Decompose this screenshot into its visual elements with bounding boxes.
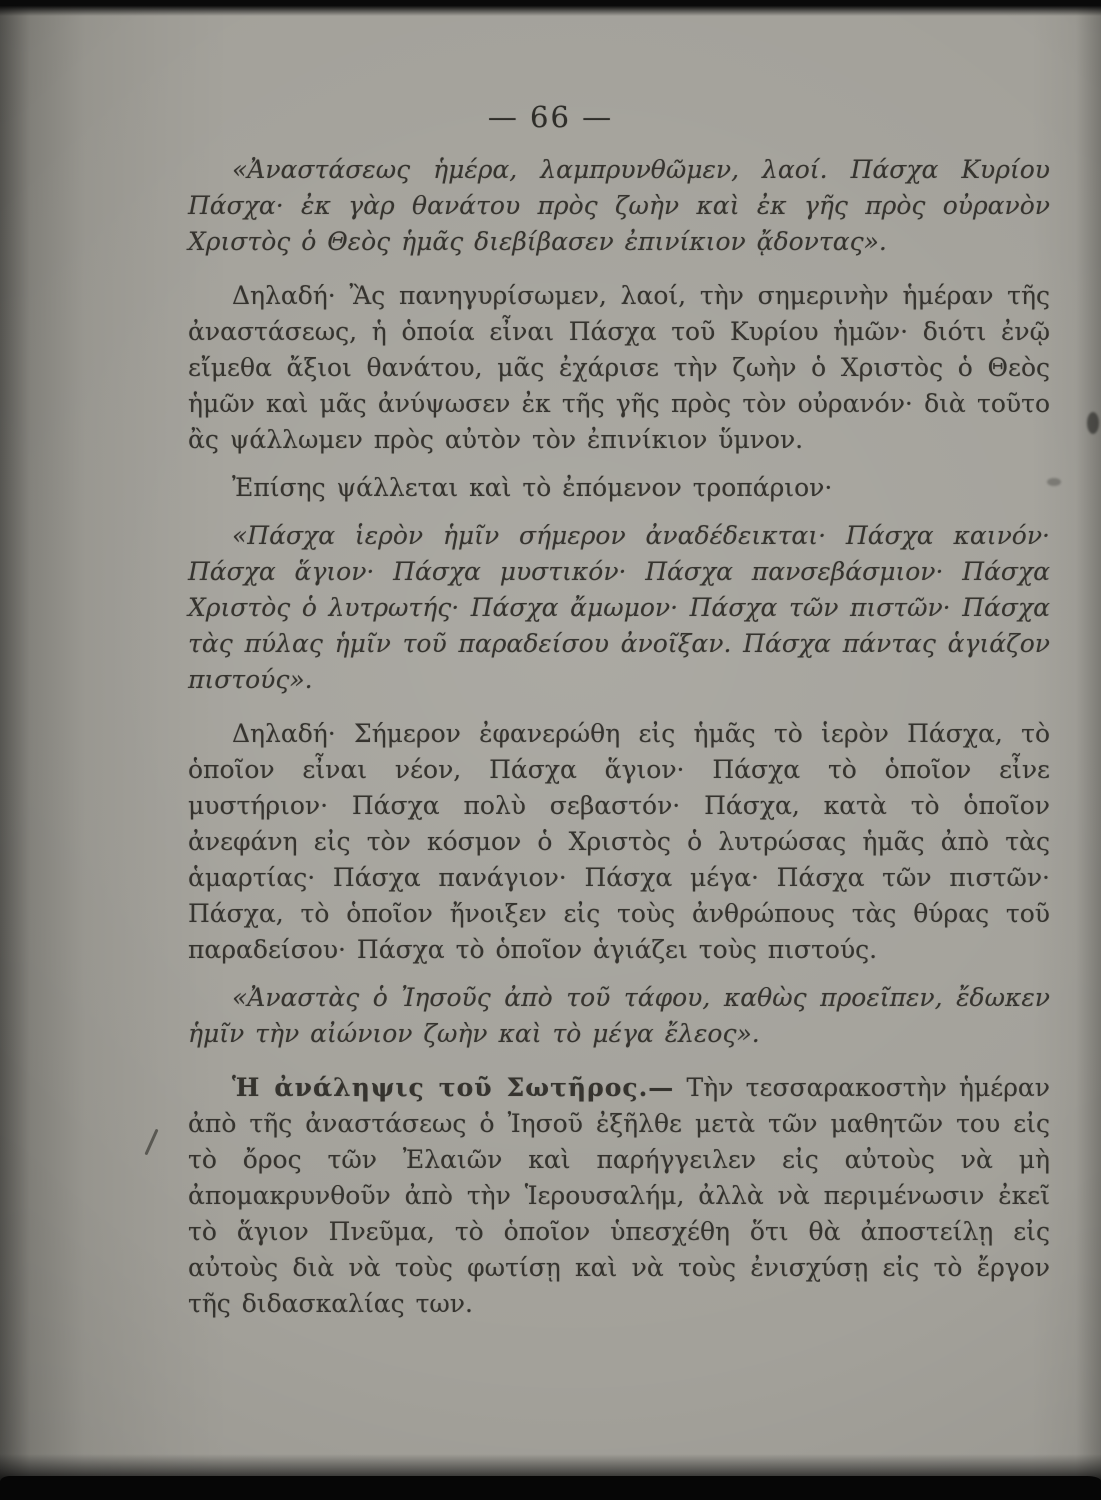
scan-smudge-right xyxy=(1087,412,1099,434)
paragraph-explanation-2: Δηλαδή· Σήμερον ἐφανερώθη εἰς ἡμᾶς τὸ ἱερὸν Πάσχα, τὸ ὁποῖον εἶναι νέον, Πάσχα ἅγιον· Πάσχα τὸ ὁποῖον εἶνε μυστήριον· Πάσχα πολὺ σεβαστόν· Πάσχα, κατὰ τὸ ὁποῖον ἀνεφάνη εἰς τὸν κόσμον ὁ Χριστὸς ὁ λυτρώσας ἡμᾶς ἀπὸ τὰς ἁμαρτίας· Πάσχα πανάγιον· Πάσχα μέγα· Πάσχα τῶν πιστῶν· Πάσχα, τὸ ὁποῖον ἤνοιξεν εἰς τοὺς ἀνθρώπους τὰς θύρας τοῦ παραδείσου· Πάσχα τὸ ὁποῖον ἁγιάζει τοὺς πιστούς. xyxy=(188,719,1050,964)
section-heading-analipsis: Ἡ ἀνάληψις τοῦ Σωτῆρος.— xyxy=(232,1073,675,1102)
page-text-block xyxy=(188,150,1050,1334)
scan-edge-bottom xyxy=(0,1476,1101,1500)
pen-mark-artifact xyxy=(144,1129,158,1156)
paragraph-hymn-anastaseos: «Ἀναστάσεως ἡμέρα, λαμπρυνθῶμεν, λαοί. Πάσχα Κυρίου Πάσχα· ἐκ γὰρ θανάτου πρὸς ζωὴν καὶ ἐκ γῆς πρὸς οὐρανὸν Χριστὸς ὁ Θεὸς ἡμᾶς διεβίβασεν ἐπινίκιον ᾄδοντας». xyxy=(188,155,1050,256)
paragraph-intro-troparion: Ἐπίσης ψάλλεται καὶ τὸ ἐπόμενον τροπάριον· xyxy=(232,473,833,502)
page-number: — 66 — xyxy=(487,100,614,134)
scan-smudge-margin xyxy=(1047,478,1061,486)
paragraph-analipsis xyxy=(188,1070,1050,1322)
scan-shadow-top xyxy=(0,0,1101,16)
paragraph-hymn-anastas: «Ἀναστὰς ὁ Ἰησοῦς ἀπὸ τοῦ τάφου, καθὼς προεῖπεν, ἔδωκεν ἡμῖν τὴν αἰώνιον ζωὴν καὶ τὸ μέγα ἔλεος». xyxy=(188,983,1050,1048)
paragraph-troparion-pascha: «Πάσχα ἱερὸν ἡμῖν σήμερον ἀναδέδεικται· Πάσχα καινόν· Πάσχα ἅγιον· Πάσχα μυστικόν· Πάσχα πανσεβάσμιον· Πάσχα Χριστὸς ὁ λυτρωτής· Πάσχα ἄμωμον· Πάσχα τῶν πιστῶν· Πάσχα τὰς πύλας ἡμῖν τοῦ παραδείσου ἀνοῖξαν. Πάσχα πάντας ἁγιάζον πιστούς». xyxy=(188,521,1050,694)
paragraph-analipsis-text: Τὴν τεσσαρακοστὴν ἡμέραν ἀπὸ τῆς ἀναστάσεως ὁ Ἰησοῦ ἐξῆλθε μετὰ τῶν μαθητῶν του εἰς τὸ ὄρος τῶν Ἐλαιῶν καὶ παρήγγειλεν εἰς αὐτοὺς νὰ μὴ ἀπομακρυνθοῦν ἀπὸ τὴν Ἱερουσαλήμ, ἀλλὰ νὰ περιμένωσιν ἐκεῖ τὸ ἅγιον Πνεῦμα, τὸ ὁποῖον ὑπεσχέθη ὅτι θὰ ἀποστείλῃ εἰς αὐτοὺς διὰ νὰ τοὺς φωτίσῃ καὶ νὰ τοὺς ἐνισχύσῃ εἰς τὸ ἔργον τῆς διδασκαλίας των. xyxy=(188,1073,1050,1318)
paragraph-explanation-1: Δηλαδή· Ἂς πανηγυρίσωμεν, λαοί, τὴν σημερινὴν ἡμέραν τῆς ἀναστάσεως, ἡ ὁποία εἶναι Πάσχα τοῦ Κυρίου ἡμῶν· διότι ἐνῷ εἴμεθα ἄξιοι θανάτου, μᾶς ἐχάρισε τὴν ζωὴν ὁ Χριστὸς ὁ Θεὸς ἡμῶν καὶ μᾶς ἀνύψωσεν ἐκ τῆς γῆς πρὸς τὸν οὐρανόν· διὰ τοῦτο ἂς ψάλλωμεν πρὸς αὐτὸν τὸν ἐπινίκιον ὕμνον. xyxy=(188,281,1050,454)
